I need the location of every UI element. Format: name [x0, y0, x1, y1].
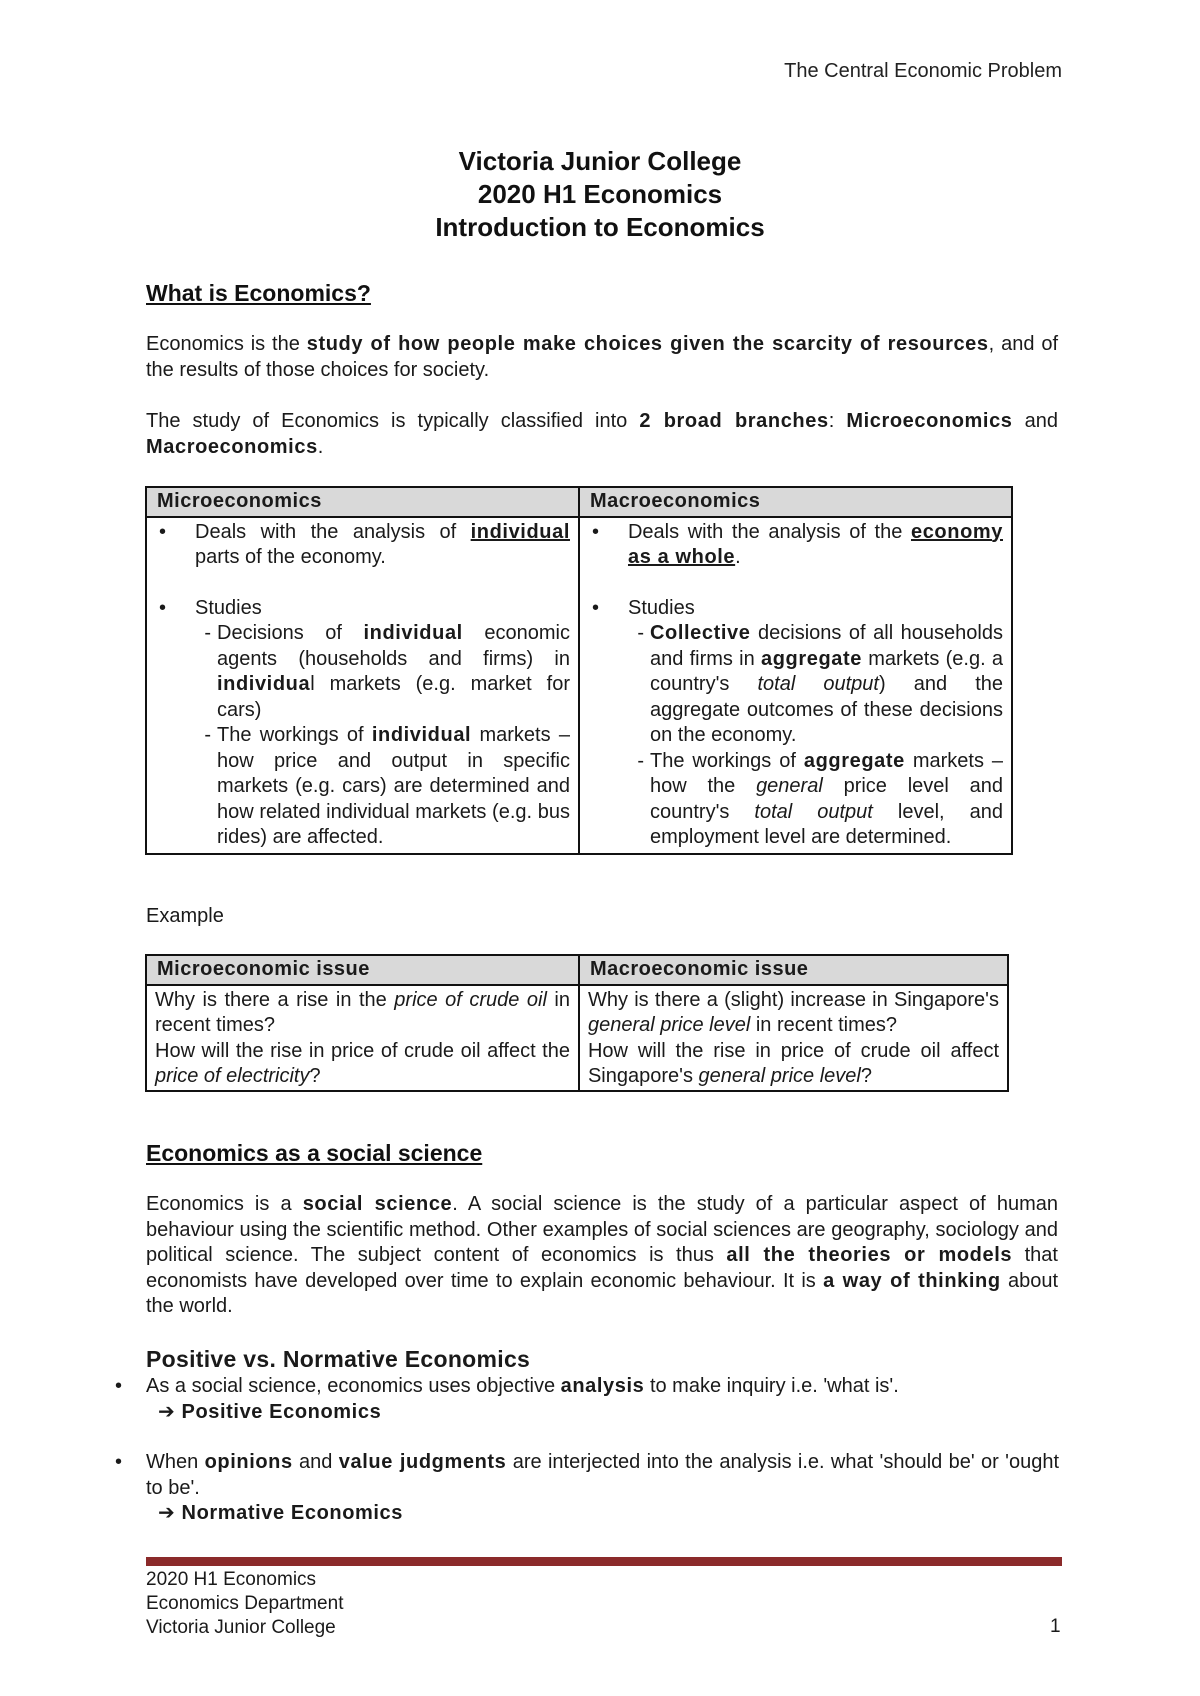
list-item: • As a social science, economics uses objective analysis to make inquiry i.e. 'what is'.: [115, 1375, 899, 1397]
table1-header-micro: Microeconomics: [146, 487, 579, 517]
arrow-icon: ➔: [158, 1400, 176, 1423]
micro-cell: [146, 517, 579, 854]
footer: [146, 1568, 343, 1640]
list-item: • Studies: [591, 596, 695, 619]
macro-issue-cell: Why is there a (slight) increase in Singapore's general price level in recent times? How will the rise in price of crude oil affect Singapore's general price level?: [579, 985, 1008, 1091]
list-item: • When opinions and value judgments are interjected into the analysis i.e. what 'should be' or 'ought to be'.: [115, 1451, 1060, 1499]
sub-item: - The workings of aggregate markets – how the general price level and country's total output level, and employment level are determined.: [637, 749, 1004, 848]
title-line-2: 2020 H1 Economics: [477, 179, 723, 209]
arrow-icon: ➔: [158, 1502, 176, 1524]
list-item: • Deals with the analysis of the economy as a whole.: [591, 520, 1003, 568]
list-item: • Deals with the analysis of individual parts of the economy.: [159, 520, 570, 568]
footer-line-2: Economics Department: [146, 1593, 344, 1614]
positive-economics-label: ➔ Positive Economics: [158, 1400, 382, 1423]
table1-header-macro: Macroeconomics: [579, 487, 1012, 517]
example-label: Example: [146, 905, 224, 927]
section-heading-social-science: Economics as a social science: [146, 1140, 483, 1166]
definition-paragraph: Economics is the study of how people make choices given the scarcity of resources, and of the results of those choices for society.: [146, 333, 1059, 381]
page-number: 1: [1050, 1616, 1061, 1637]
sub-item: - The workings of individual markets – how price and output in specific markets (e.g. cars) are determined and how related individual markets (e.g. bus rides) are affected.: [204, 724, 570, 848]
footer-divider: [146, 1557, 1062, 1566]
table2-header-macro: Macroeconomic issue: [579, 955, 1008, 985]
example-table: [145, 954, 1009, 1092]
document-title: [0, 145, 1200, 244]
sub-item: - Decisions of individual economic agents (households and firms) in individual markets (e.g. market for cars): [204, 622, 570, 721]
list-item: • Studies: [159, 596, 262, 619]
table2-header-micro: Microeconomic issue: [146, 955, 579, 985]
title-line-3: Introduction to Economics: [435, 212, 765, 242]
social-science-paragraph: Economics is a social science. A social science is the study of a particular aspect of human behaviour using the scientific method. Other examples of social sciences are geography, sociology and political science. The subject content of economics is thus all the theories or models that economists have developed over time to explain economic behaviour. It is a way of thinking about the world.: [146, 1193, 1058, 1317]
micro-macro-table: [145, 486, 1013, 855]
sub-item: - Collective decisions of all households and firms in aggregate markets (e.g. a country's total output) and the aggregate outcomes of these decisions on the economy.: [637, 622, 1003, 746]
positive-normative-list: [115, 1374, 1059, 1527]
section-heading-what-is-economics: What is Economics?: [146, 280, 371, 306]
footer-line-3: Victoria Junior College: [146, 1617, 336, 1638]
normative-economics-label: ➔ Normative Economics: [158, 1502, 403, 1524]
section-heading-positive-normative: Positive vs. Normative Economics: [146, 1346, 531, 1372]
running-header: The Central Economic Problem: [784, 60, 1062, 82]
micro-issue-cell: Why is there a rise in the price of crude oil in recent times? How will the rise in price of crude oil affect the price of electricity?: [146, 985, 579, 1091]
branches-paragraph: The study of Economics is typically classified into 2 broad branches: Microeconomics and Macroeconomics.: [146, 410, 1058, 458]
macro-cell: [579, 517, 1012, 854]
title-line-1: Victoria Junior College: [458, 146, 742, 176]
footer-line-1: 2020 H1 Economics: [146, 1569, 317, 1590]
